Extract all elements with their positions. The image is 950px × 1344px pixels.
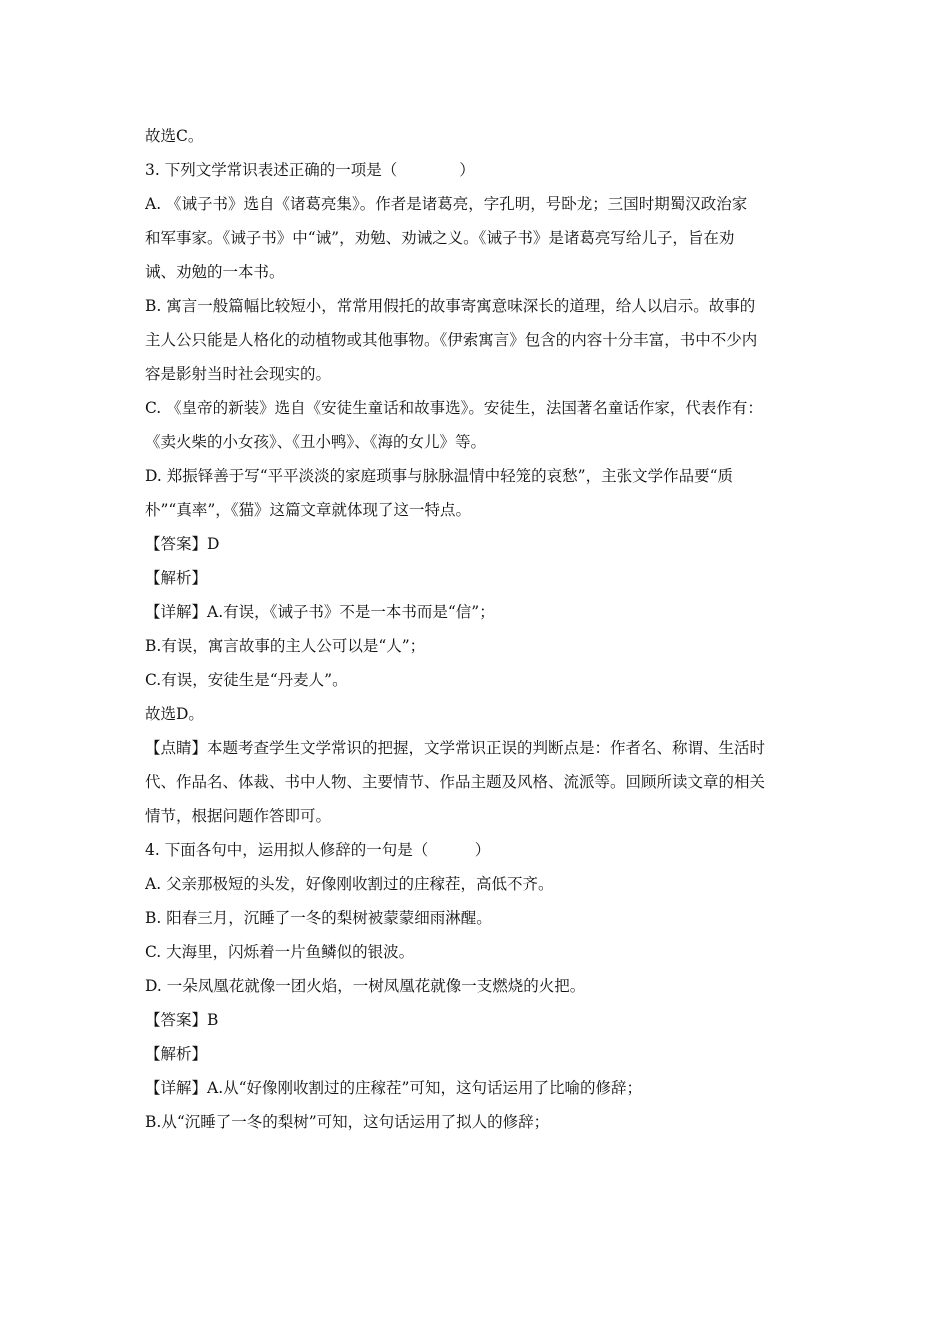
question-4-stem: 4. 下面各句中，运用拟人修辞的一句是（ ） [145,841,491,859]
question-4-detail: 【详解】A.从“好像刚收割过的庄稼茬”可知，这句话运用了比喻的修辞； [145,1079,642,1097]
question-3-option-a: 诫、劝勉的一本书。 [145,263,285,281]
question-3-option-a: 和军事家。《诫子书》中“诫”，劝勉、劝诫之义。《诫子书》是诸葛亮写给儿子，旨在劝 [145,229,735,247]
question-4-answer: 【答案】B [145,1011,219,1029]
question-3-conclusion: 故选D。 [145,705,204,723]
question-3-option-b: 主人公只能是人格化的动植物或其他事物。《伊索寓言》包含的内容十分丰富，书中不少内 [145,331,758,349]
question-3-option-c: 《卖火柴的小女孩》、《丑小鸭》、《海的女儿》等。 [145,433,487,451]
question-3-analysis-heading: 【解析】 [145,569,208,587]
question-3-comment: 情节，根据问题作答即可。 [145,807,332,825]
question-3-option-b: B. 寓言一般篇幅比较短小，常常用假托的故事寄寓意味深长的道理，给人以启示。故事的 [145,297,756,315]
question-4-detail: B.从“沉睡了一冬的梨树”可知，这句话运用了拟人的修辞； [145,1113,550,1131]
question-4-option-a: A. 父亲那极短的头发，好像刚收割过的庄稼茬，高低不齐。 [145,875,554,893]
document-body [145,119,811,1139]
question-4-option-c: C. 大海里，闪烁着一片鱼鳞似的银波。 [145,943,415,961]
question-3-comment: 【点睛】本题考查学生文学常识的把握，文学常识正误的判断点是：作者名、称谓、生活时 [145,739,766,757]
question-3-option-c: C. 《皇帝的新装》选自《安徒生童话和故事选》。安徒生，法国著名童话作家，代表作有： [145,399,763,417]
question-3-answer: 【答案】D [145,535,220,553]
question-3-option-d: 朴”“真率”，《猫》这篇文章就体现了这一特点。 [145,501,472,519]
question-4-analysis-heading: 【解析】 [145,1045,208,1063]
question-4-option-d: D. 一朵凤凰花就像一团火焰，一树凤凰花就像一支燃烧的火把。 [145,977,586,995]
question-3-detail: 【详解】A.有误，《诫子书》不是一本书而是“信”； [145,603,495,621]
question-4-option-b: B. 阳春三月，沉睡了一冬的梨树被蒙蒙细雨淋醒。 [145,909,492,927]
question-3-option-d: D. 郑振铎善于写“平平淡淡的家庭琐事与脉脉温情中轻笼的哀愁”，主张文学作品要“质 [145,467,734,485]
text-line-conclusion: 故选C。 [145,127,204,145]
question-3-option-b: 容是影射当时社会现实的。 [145,365,332,383]
question-3-comment: 代、作品名、体裁、书中人物、主要情节、作品主题及风格、流派等。回顾所读文章的相关 [145,773,766,791]
question-3-detail: C.有误，安徒生是“丹麦人”。 [145,671,348,689]
question-3-detail: B.有误，寓言故事的主人公可以是“人”； [145,637,426,655]
question-3-stem: 3. 下列文学常识表述正确的一项是（ ） [145,161,475,179]
question-3-option-a: A. 《诫子书》选自《诸葛亮集》。作者是诸葛亮，字孔明，号卧龙；三国时期蜀汉政治家 [145,195,748,213]
